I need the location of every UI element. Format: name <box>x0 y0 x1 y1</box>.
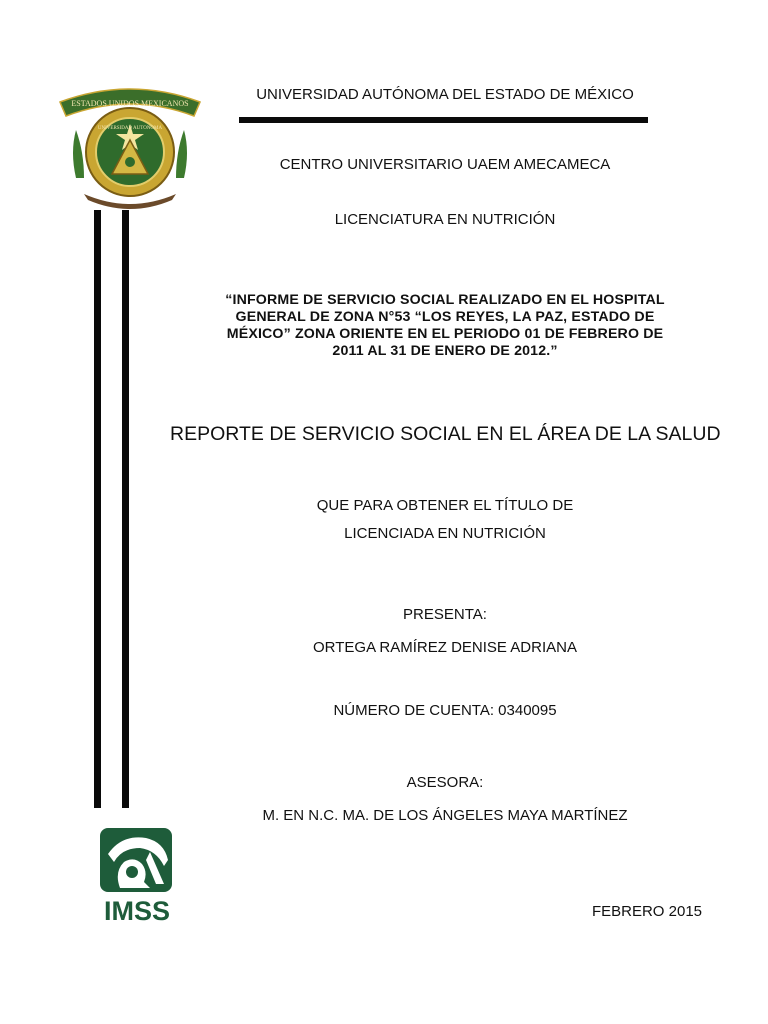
advisor-name: M. EN N.C. MA. DE LOS ÁNGELES MAYA MARTÍNEZ <box>262 807 628 824</box>
header-rule <box>239 117 648 123</box>
advisor-label: ASESORA: <box>406 774 484 791</box>
presenter-label: PRESENTA: <box>403 606 487 623</box>
uaem-seal-icon <box>54 82 206 210</box>
report-title-line-4: 2011 AL 31 DE ENERO DE 2012.” <box>332 343 558 359</box>
imss-logo <box>94 826 180 924</box>
degree-program: LICENCIATURA EN NUTRICIÓN <box>334 211 556 228</box>
seal-ring-text: UNIVERSIDAD AUTONOMA <box>97 126 163 131</box>
seal-ribbon-text: ESTADOS UNIDOS MEXICANOS <box>71 99 189 108</box>
university-name: UNIVERSIDAD AUTÓNOMA DEL ESTADO DE MÉXICO <box>256 86 634 103</box>
report-title-line-1: “INFORME DE SERVICIO SOCIAL REALIZADO EN EL HOSPITAL <box>225 292 665 308</box>
report-title-line-3: MÉXICO” ZONA ORIENTE EN EL PERIODO 01 DE FEBRERO DE <box>226 326 664 342</box>
purpose-line-1: QUE PARA OBTENER EL TÍTULO DE <box>316 497 574 514</box>
account-number: NÚMERO DE CUENTA: 0340095 <box>333 702 557 719</box>
university-seal <box>54 82 206 210</box>
report-subtitle: REPORTE DE SERVICIO SOCIAL EN EL ÁREA DE LA SALUD <box>170 423 721 445</box>
purpose-line-2: LICENCIADA EN NUTRICIÓN <box>344 525 546 542</box>
imss-logo-text: IMSS <box>103 896 171 924</box>
vertical-rule-left <box>94 210 101 808</box>
center-name: CENTRO UNIVERSITARIO UAEM AMECAMECA <box>279 156 611 173</box>
report-title <box>190 292 700 360</box>
document-date: FEBRERO 2015 <box>591 903 702 920</box>
vertical-rule-right <box>122 210 129 808</box>
report-title-line-2: GENERAL DE ZONA N°53 “LOS REYES, LA PAZ, ESTADO DE <box>235 309 655 325</box>
imss-logo-icon <box>94 826 180 924</box>
author-name: ORTEGA RAMÍREZ DENISE ADRIANA <box>313 639 577 656</box>
